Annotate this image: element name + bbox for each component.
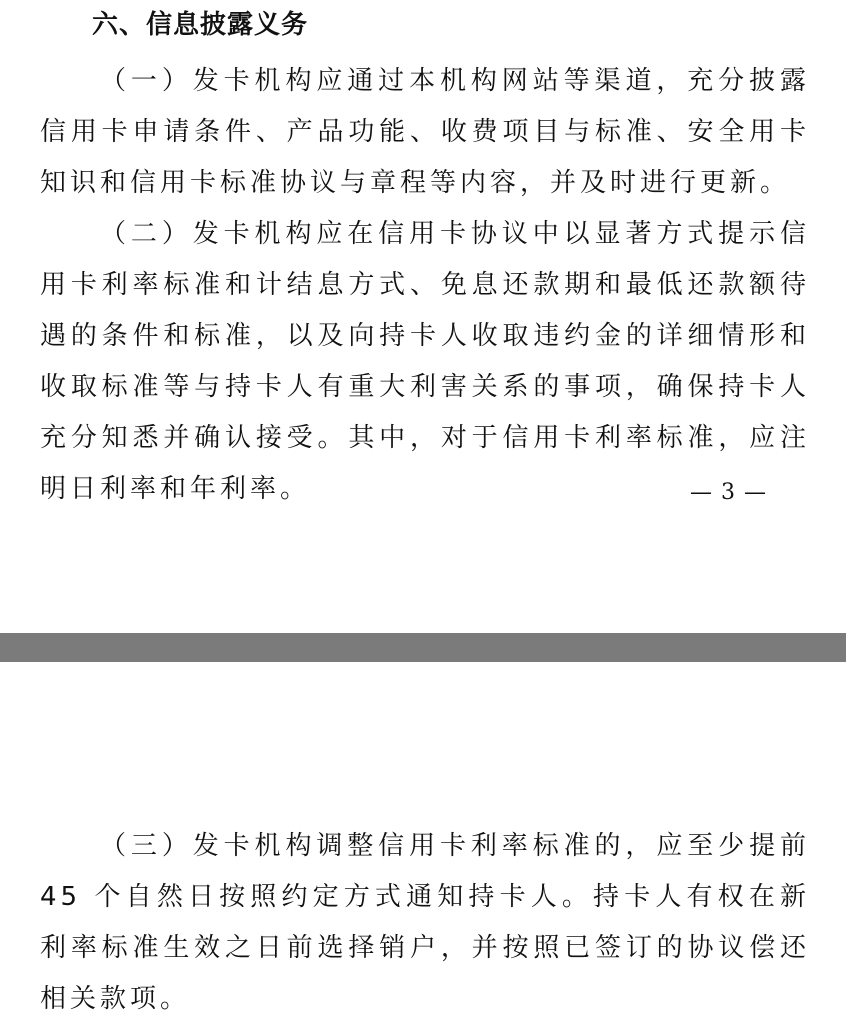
paragraph-rate-adjustment: （三）发卡机构调整信用卡利率标准的，应至少提前 45 个自然日按照约定方式通知持卡人。持卡人有权在新利率标准生效之日前选择销户，并按照已签订的协议偿还相关款项。: [40, 831, 810, 1014]
paragraph-agreement-terms: （二）发卡机构应在信用卡协议中以显著方式提示信用卡利率标准和计结息方式、免息还款期和最低还款额待遇的条件和标准，以及向持卡人收取违约金的详细情形和收取标准等与持卡人有重大利害关系的事项，确保持卡人充分知悉并确认接受。其中，对于信用卡利率标准，应注明日利率和年利率。: [40, 219, 810, 504]
document-page-bottom: [0, 662, 846, 1014]
section-heading: 六、信息披露义务: [92, 10, 309, 40]
page-separator: [0, 633, 846, 662]
page-number: — 3 —: [690, 480, 767, 505]
paragraph-disclosure-channels: （一）发卡机构应通过本机构网站等渠道，充分披露信用卡申请条件、产品功能、收费项目与标准、安全用卡知识和信用卡标准协议与章程等内容，并及时进行更新。: [40, 66, 810, 198]
